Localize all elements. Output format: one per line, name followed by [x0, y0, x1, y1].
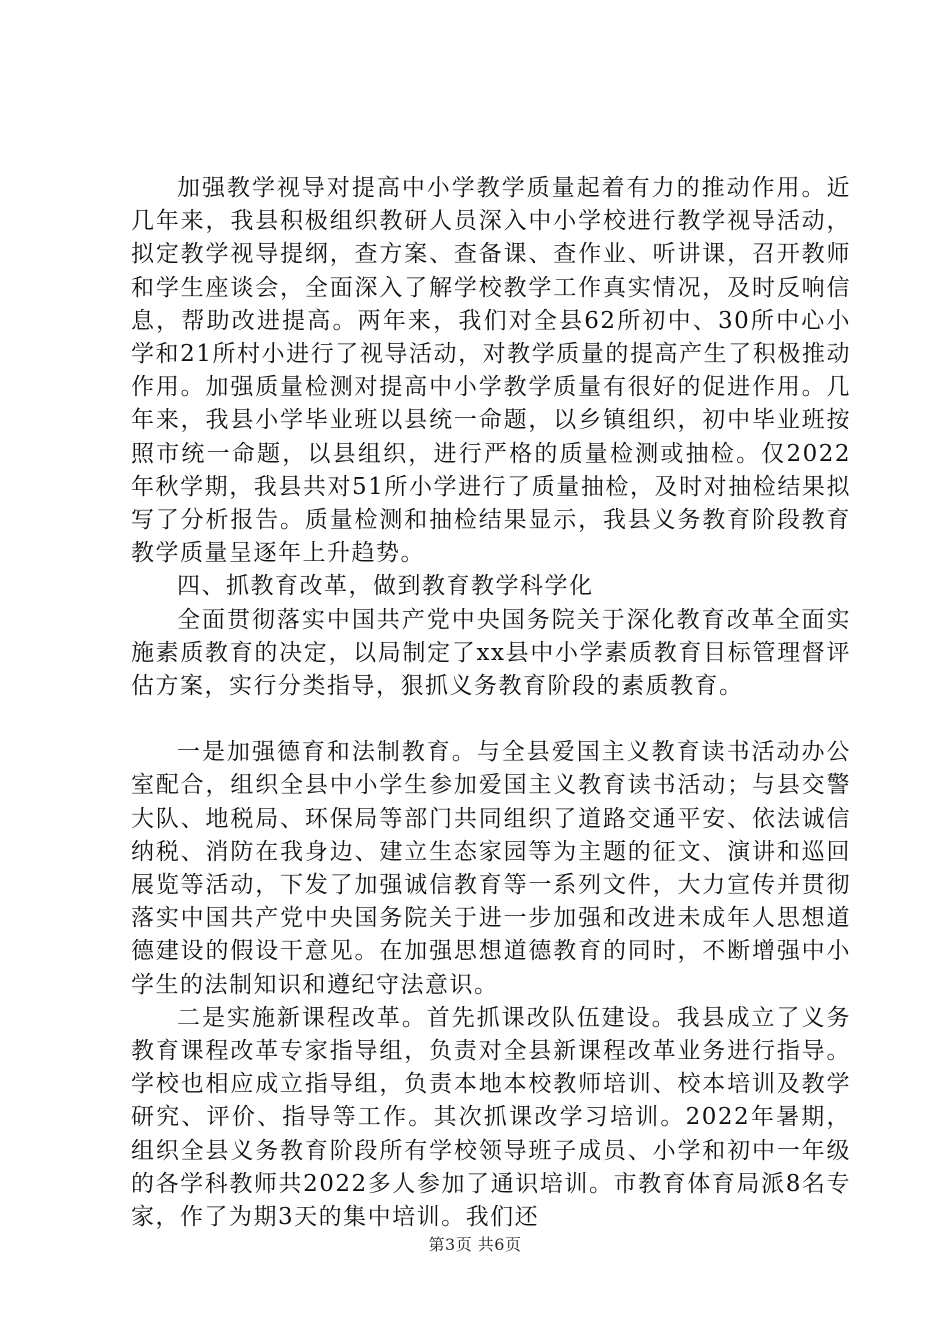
paragraph-quality-education: 全面贯彻落实中国共产党中央国务院关于深化教育改革全面实施素质教育的决定，以局制定了xx县中小学素质教育目标管理督评估方案，实行分类指导，狠抓义务教育阶段的素质教育。	[131, 606, 851, 700]
document-body	[131, 172, 851, 1234]
section-heading-education-reform: 四、抓教育改革，做到教育教学科学化	[177, 573, 594, 600]
paragraph-teaching-supervision: 加强教学视导对提高中小学教学质量起着有力的推动作用。近几年来，我县积极组织教研人员深入中小学校进行教学视导活动，拟定教学视导提纲，查方案、查备课、查作业、听讲课，召开教师和学生座谈会，全面深入了解学校教学工作真实情况，及时反响信息，帮助改进提高。两年来，我们对全县62所初中、30所中心小学和21所村小进行了视导活动，对教学质量的提高产生了积极推动作用。加强质量检测对提高中小学教学质量有很好的促进作用。几年来，我县小学毕业班以县统一命题，以乡镇组织，初中毕业班按照市统一命题，以县组织，进行严格的质量检测或抽检。仅2022年秋学期，我县共对51所小学进行了质量抽检，及时对抽检结果拟写了分析报告。质量检测和抽检结果显示，我县义务教育阶段教育教学质量呈逐年上升趋势。	[131, 175, 851, 567]
paragraph-moral-legal-education: 一是加强德育和法制教育。与全县爱国主义教育读书活动办公室配合，组织全县中小学生参加爱国主义教育读书活动；与县交警大队、地税局、环保局等部门共同组织了道路交通平安、依法诚信纳税、消防在我身边、建立生态家园等为主题的征文、演讲和巡回展览等活动，下发了加强诚信教育等一系列文件，大力宣传并贯彻落实中国共产党中央国务院关于进一步加强和改进未成年人思想道德建设的假设干意见。在加强思想道德教育的同时，不断增强中小学生的法制知识和遵纪守法意识。	[131, 739, 851, 998]
paragraph-curriculum-reform: 二是实施新课程改革。首先抓课改队伍建设。我县成立了义务教育课程改革专家指导组，负责对全县新课程改革业务进行指导。学校也相应成立指导组，负责本地本校教师培训、校本培训及教学研究、评价、指导等工作。其次抓课改学习培训。2022年暑期，组织全县义务教育阶段所有学校领导班子成员、小学和初中一年级的各学科教师共2022多人参加了通识培训。市教育体育局派8名专家，作了为期3天的集中培训。我们还	[131, 1004, 851, 1231]
paragraph-spacer	[131, 703, 851, 736]
page-footer: 第3页 共6页	[428, 1235, 522, 1254]
